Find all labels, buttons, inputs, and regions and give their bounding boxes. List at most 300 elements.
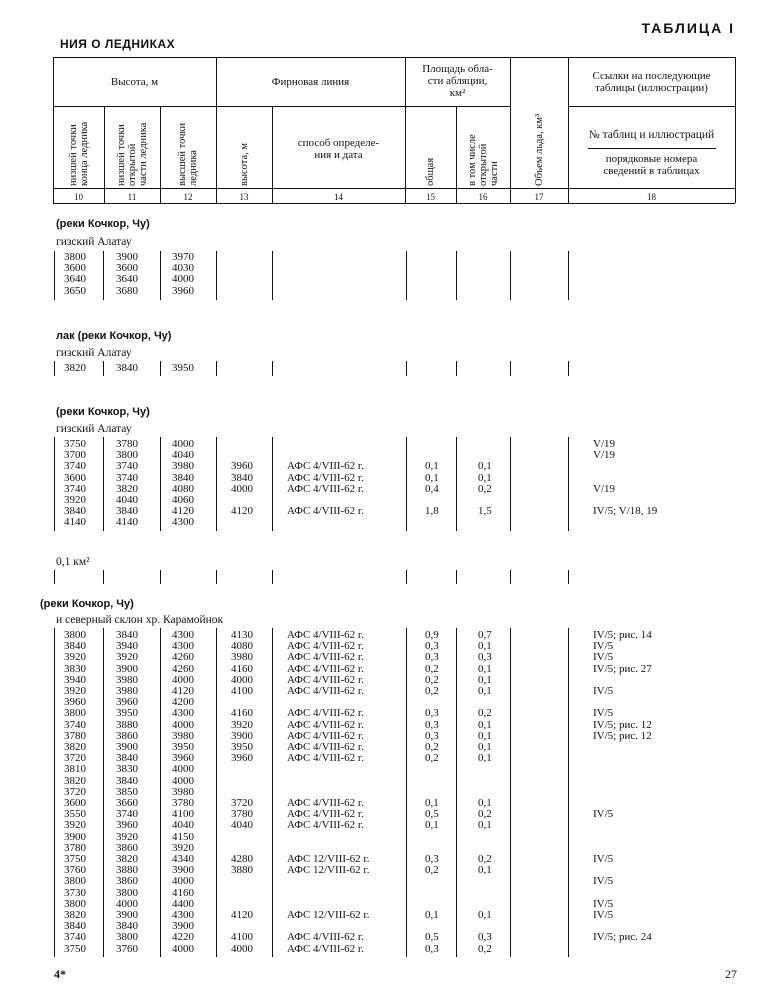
cell-highest: 4160 bbox=[172, 886, 194, 899]
footer-signature: 4* bbox=[54, 967, 66, 981]
column-tick bbox=[272, 437, 273, 531]
column-number: 10 bbox=[74, 192, 83, 202]
cell-lowest-open: 4000 bbox=[116, 897, 138, 910]
cell-refs: IV/5; рис. 12 bbox=[593, 718, 652, 731]
cell-area-open: 0,3 bbox=[478, 931, 492, 944]
header-col-rule bbox=[510, 57, 511, 203]
header-col-rule bbox=[104, 106, 105, 203]
cell-lowest-open: 3960 bbox=[116, 696, 138, 709]
firn-group-rule bbox=[216, 106, 405, 107]
cell-highest: 4030 bbox=[172, 262, 194, 275]
cell-lowest-end: 3800 bbox=[64, 897, 86, 910]
cell-method: АФС 4/VIII-62 г. bbox=[287, 651, 364, 664]
cell-highest: 4040 bbox=[172, 819, 194, 832]
section-title: (реки Кочкор, Чу) bbox=[56, 218, 150, 230]
cell-area-open: 0,1 bbox=[478, 640, 492, 653]
cell-area-open: 0,1 bbox=[478, 471, 492, 484]
cell-area-open: 0,2 bbox=[478, 942, 492, 955]
cell-lowest-open: 3920 bbox=[116, 651, 138, 664]
column-tick bbox=[406, 361, 407, 376]
cell-lowest-open: 3680 bbox=[116, 284, 138, 297]
section-subtitle: и северный склон хр. Карамойнок bbox=[56, 614, 224, 626]
column-tick bbox=[54, 437, 55, 531]
cell-lowest-open: 3760 bbox=[116, 942, 138, 955]
cell-refs: IV/5 bbox=[593, 897, 614, 910]
cell-lowest-open: 3880 bbox=[116, 864, 138, 877]
cell-highest: 3950 bbox=[172, 362, 194, 374]
column-tick bbox=[568, 570, 569, 584]
cell-refs: IV/5 bbox=[593, 651, 614, 664]
cell-lowest-end: 3740 bbox=[64, 718, 86, 731]
cell-refs: V/19 bbox=[593, 438, 615, 450]
firn-height-header: высота, м bbox=[238, 142, 250, 186]
cell-method: АФС 4/VIII-62 г. bbox=[287, 931, 364, 944]
page-header: ТАБЛИЦА I bbox=[641, 20, 735, 36]
cell-lowest-open: 3600 bbox=[116, 262, 138, 275]
cell-firn-height: 4130 bbox=[231, 629, 253, 641]
cell-lowest-open: 3800 bbox=[116, 449, 138, 462]
cell-lowest-end: 3650 bbox=[64, 284, 86, 297]
cell-refs: IV/5 bbox=[593, 707, 614, 720]
cell-method: АФС 12/VIII-62 г. bbox=[287, 853, 370, 865]
cell-lowest-open: 3850 bbox=[116, 785, 138, 798]
cell-lowest-end: 3740 bbox=[64, 931, 86, 944]
ablation-area-header: Площадь обла- сти абляции, км² bbox=[422, 63, 493, 99]
cell-lowest-end: 3640 bbox=[64, 273, 86, 286]
cell-area-total: 0,1 bbox=[425, 471, 439, 484]
cell-firn-height: 4280 bbox=[231, 853, 253, 865]
cell-lowest-end: 3810 bbox=[64, 763, 86, 776]
column-tick bbox=[103, 570, 104, 584]
cell-area-total: 0,1 bbox=[425, 819, 439, 832]
cell-highest: 3900 bbox=[172, 864, 194, 877]
cell-lowest-end: 4140 bbox=[64, 516, 86, 529]
column-number: 18 bbox=[647, 192, 656, 202]
height-group-rule bbox=[53, 106, 216, 107]
section-subtitle: гизский Алатау bbox=[56, 347, 132, 359]
ice-volume-header: Объем льда, км³ bbox=[533, 113, 545, 186]
cell-highest: 3980 bbox=[172, 460, 194, 473]
column-number: 15 bbox=[426, 192, 435, 202]
column-tick bbox=[568, 628, 569, 957]
cell-highest: 4060 bbox=[172, 494, 194, 506]
section-title: лак (реки Кочкор, Чу) bbox=[56, 330, 172, 342]
cell-highest: 3780 bbox=[172, 797, 194, 809]
cell-lowest-open: 3800 bbox=[116, 886, 138, 899]
cell-lowest-open: 3840 bbox=[116, 774, 138, 787]
cell-highest: 3970 bbox=[172, 251, 194, 263]
cell-area-total: 0,3 bbox=[425, 651, 439, 664]
cell-area-total: 0,3 bbox=[425, 718, 439, 731]
column-tick bbox=[216, 437, 217, 531]
cell-area-open: 0,1 bbox=[478, 797, 492, 809]
cell-lowest-open: 3980 bbox=[116, 685, 138, 697]
cell-lowest-open: 3820 bbox=[116, 853, 138, 865]
cell-highest: 4300 bbox=[172, 629, 194, 641]
cell-firn-height: 3950 bbox=[231, 741, 253, 753]
cell-area-total: 0,2 bbox=[425, 685, 439, 697]
refs-split-rule bbox=[588, 148, 716, 149]
cell-lowest-open: 3940 bbox=[116, 640, 138, 653]
cell-area-open: 0,1 bbox=[478, 864, 492, 877]
column-number: 14 bbox=[334, 192, 343, 202]
cell-method: АФС 4/VIII-62 г. bbox=[287, 629, 364, 641]
cell-lowest-open: 3840 bbox=[116, 920, 138, 933]
cell-firn-height: 4100 bbox=[231, 931, 253, 944]
cell-lowest-end: 3820 bbox=[64, 909, 86, 921]
cell-lowest-end: 3730 bbox=[64, 886, 86, 899]
column-number: 17 bbox=[534, 192, 544, 202]
cell-method: АФС 12/VIII-62 г. bbox=[287, 864, 370, 877]
cell-lowest-end: 3920 bbox=[64, 494, 86, 506]
cell-area-open: 0,1 bbox=[478, 909, 492, 921]
cell-area-total: 0,3 bbox=[425, 942, 439, 955]
column-number: 11 bbox=[127, 192, 137, 202]
cell-method: АФС 12/VIII-62 г. bbox=[287, 909, 370, 921]
cell-highest: 4120 bbox=[172, 505, 194, 518]
cell-firn-height: 3880 bbox=[231, 864, 253, 877]
cell-area-open: 0,1 bbox=[478, 819, 492, 832]
cell-highest: 4340 bbox=[172, 853, 194, 865]
cell-highest: 4300 bbox=[172, 640, 194, 653]
cell-lowest-open: 3920 bbox=[116, 830, 138, 843]
cell-method: АФС 4/VIII-62 г. bbox=[287, 819, 364, 832]
cell-lowest-open: 3880 bbox=[116, 718, 138, 731]
column-number: 13 bbox=[239, 192, 249, 202]
header-col-rule bbox=[735, 57, 736, 203]
cell-refs: IV/5; V/18, 19 bbox=[593, 505, 658, 518]
section-title: (реки Кочкор, Чу) bbox=[40, 598, 134, 610]
section-title: (реки Кочкор, Чу) bbox=[56, 406, 150, 418]
header-col-rule bbox=[456, 106, 457, 203]
cell-highest: 4080 bbox=[172, 482, 194, 495]
column-tick bbox=[406, 437, 407, 531]
cell-lowest-end: 3920 bbox=[64, 651, 86, 664]
column-tick bbox=[272, 570, 273, 584]
column-tick bbox=[216, 361, 217, 376]
cell-lowest-open: 3740 bbox=[116, 808, 138, 821]
cell-lowest-open: 3780 bbox=[116, 438, 138, 450]
cell-highest: 4260 bbox=[172, 662, 194, 675]
determination-method-header: способ определе- ния и дата bbox=[297, 137, 380, 161]
cell-firn-height: 4040 bbox=[231, 819, 253, 832]
cell-firn-height: 3720 bbox=[231, 797, 253, 809]
column-tick bbox=[54, 251, 55, 300]
cell-firn-height: 4080 bbox=[231, 640, 253, 653]
cell-refs: IV/5 bbox=[593, 640, 614, 653]
page-title: НИЯ О ЛЕДНИКАХ bbox=[60, 37, 176, 51]
cell-area-total: 0,3 bbox=[425, 853, 439, 865]
cell-area-open: 0,1 bbox=[478, 752, 492, 765]
cell-lowest-end: 3780 bbox=[64, 729, 86, 742]
cell-lowest-open: 3960 bbox=[116, 819, 138, 832]
cell-lowest-end: 3750 bbox=[64, 942, 86, 955]
cell-refs: IV/5; рис. 24 bbox=[593, 931, 652, 944]
column-tick bbox=[103, 251, 104, 300]
cell-refs: IV/5 bbox=[593, 875, 614, 888]
column-tick bbox=[406, 570, 407, 584]
cell-lowest-end: 3760 bbox=[64, 864, 86, 877]
cell-area-open: 0,1 bbox=[478, 460, 492, 473]
cell-lowest-end: 3920 bbox=[64, 819, 86, 832]
refs-group-rule bbox=[568, 106, 735, 107]
cell-lowest-end: 3750 bbox=[64, 853, 86, 865]
column-tick bbox=[160, 437, 161, 531]
cell-refs: IV/5 bbox=[593, 853, 614, 865]
column-tick bbox=[456, 437, 457, 531]
cell-firn-height: 4000 bbox=[231, 482, 253, 495]
cell-lowest-end: 3600 bbox=[64, 471, 86, 484]
cell-area-total: 0,2 bbox=[425, 673, 439, 686]
cell-firn-height: 3780 bbox=[231, 808, 253, 821]
column-tick bbox=[568, 361, 569, 376]
cell-firn-height: 3960 bbox=[231, 752, 253, 765]
cell-refs: IV/5 bbox=[593, 909, 614, 921]
cell-highest: 4400 bbox=[172, 897, 194, 910]
cell-area-total: 0,3 bbox=[425, 729, 439, 742]
column-tick bbox=[456, 628, 457, 957]
column-tick bbox=[456, 570, 457, 584]
header-bottom-rule bbox=[53, 203, 735, 204]
cell-area-total: 0,5 bbox=[425, 931, 439, 944]
cell-lowest-open: 3860 bbox=[116, 729, 138, 742]
column-tick bbox=[456, 251, 457, 300]
column-tick bbox=[510, 570, 511, 584]
cell-highest: 4300 bbox=[172, 909, 194, 921]
cell-area-total: 0,2 bbox=[425, 864, 439, 877]
cell-area-open: 0,1 bbox=[478, 741, 492, 753]
cell-method: АФС 4/VIII-62 г. bbox=[287, 797, 364, 809]
cell-lowest-open: 3900 bbox=[116, 909, 138, 921]
cell-highest: 4150 bbox=[172, 830, 194, 843]
cell-lowest-end: 3830 bbox=[64, 662, 86, 675]
cell-method: АФС 4/VIII-62 г. bbox=[287, 673, 364, 686]
cell-lowest-open: 3640 bbox=[116, 273, 138, 286]
cell-area-open: 0,1 bbox=[478, 718, 492, 731]
cell-firn-height: 4120 bbox=[231, 909, 253, 921]
column-tick bbox=[568, 251, 569, 300]
cell-lowest-open: 4040 bbox=[116, 494, 138, 506]
cell-lowest-open: 3840 bbox=[116, 752, 138, 765]
cell-highest: 4000 bbox=[172, 718, 194, 731]
cell-highest: 4120 bbox=[172, 685, 194, 697]
cell-area-total: 0,1 bbox=[425, 909, 439, 921]
cell-highest: 4100 bbox=[172, 808, 194, 821]
cell-firn-height: 3980 bbox=[231, 651, 253, 664]
cell-lowest-end: 3600 bbox=[64, 262, 86, 275]
cell-area-open: 0,1 bbox=[478, 685, 492, 697]
cell-method: АФС 4/VIII-62 г. bbox=[287, 741, 364, 753]
cell-highest: 4300 bbox=[172, 516, 194, 529]
cell-area-total: 0,2 bbox=[425, 752, 439, 765]
cell-highest: 4300 bbox=[172, 707, 194, 720]
column-tick bbox=[456, 361, 457, 376]
column-tick bbox=[568, 437, 569, 531]
cell-lowest-end: 3900 bbox=[64, 830, 86, 843]
cell-method: АФС 4/VIII-62 г. bbox=[287, 707, 364, 720]
cell-highest: 3900 bbox=[172, 920, 194, 933]
column-tick bbox=[216, 628, 217, 957]
area-total-header: общая bbox=[424, 157, 436, 186]
column-tick bbox=[103, 437, 104, 531]
cell-method: АФС 4/VIII-62 г. bbox=[287, 808, 364, 821]
cell-method: АФС 4/VIII-62 г. bbox=[287, 729, 364, 742]
cell-method: АФС 4/VIII-62 г. bbox=[287, 685, 364, 697]
cell-lowest-end: 3840 bbox=[64, 640, 86, 653]
cell-refs: V/19 bbox=[593, 482, 615, 495]
firn-line-header: Фирновая линия bbox=[271, 76, 350, 88]
cell-lowest-end: 3750 bbox=[64, 438, 86, 450]
cell-highest: 4000 bbox=[172, 673, 194, 686]
column-tick bbox=[272, 628, 273, 957]
column-tick bbox=[103, 628, 104, 957]
cell-lowest-open: 3860 bbox=[116, 841, 138, 854]
height-group-header: Высота, м bbox=[110, 76, 159, 88]
cell-method: АФС 4/VIII-62 г. bbox=[287, 640, 364, 653]
header-top-rule bbox=[53, 57, 735, 58]
cell-area-open: 0,2 bbox=[478, 707, 492, 720]
cell-lowest-open: 3740 bbox=[116, 471, 138, 484]
cell-highest: 4040 bbox=[172, 449, 194, 462]
area-group-rule bbox=[405, 106, 510, 107]
cell-highest: 4220 bbox=[172, 931, 194, 944]
cell-lowest-open: 3900 bbox=[116, 251, 138, 263]
column-tick bbox=[160, 361, 161, 376]
cell-lowest-open: 3840 bbox=[116, 629, 138, 641]
cell-lowest-end: 3840 bbox=[64, 505, 86, 518]
cell-refs: IV/5; рис. 14 bbox=[593, 629, 652, 641]
cell-highest: 3950 bbox=[172, 741, 194, 753]
page-number: 27 bbox=[725, 967, 737, 981]
cell-lowest-end: 3720 bbox=[64, 752, 86, 765]
cell-lowest-open: 3830 bbox=[116, 763, 138, 776]
cell-lowest-open: 3820 bbox=[116, 482, 138, 495]
cell-method: АФС 4/VIII-62 г. bbox=[287, 942, 364, 955]
cell-refs: IV/5; рис. 27 bbox=[593, 662, 652, 675]
cell-highest: 3980 bbox=[172, 785, 194, 798]
cell-lowest-end: 3800 bbox=[64, 629, 86, 641]
cell-lowest-open: 3980 bbox=[116, 673, 138, 686]
highest-point-header: высшей точки ледника bbox=[177, 122, 199, 186]
cell-area-total: 1,8 bbox=[425, 505, 439, 518]
cell-area-open: 0,2 bbox=[478, 853, 492, 865]
lowest-point-header: низшей точки конца ледника bbox=[68, 121, 90, 186]
cell-lowest-end: 3820 bbox=[64, 774, 86, 787]
cell-method: АФС 4/VIII-62 г. bbox=[287, 662, 364, 675]
cell-firn-height: 4160 bbox=[231, 707, 253, 720]
cell-firn-height: 4120 bbox=[231, 505, 253, 518]
cell-highest: 3840 bbox=[172, 471, 194, 484]
cell-lowest-open: 3840 bbox=[116, 505, 138, 518]
cell-refs: IV/5 bbox=[593, 808, 614, 821]
column-tick bbox=[54, 570, 55, 584]
cell-area-open: 0,2 bbox=[478, 808, 492, 821]
cell-area-open: 0,1 bbox=[478, 729, 492, 742]
cell-lowest-end: 3960 bbox=[64, 696, 86, 709]
column-tick bbox=[272, 251, 273, 300]
cell-firn-height: 3960 bbox=[231, 460, 253, 473]
cell-highest: 3960 bbox=[172, 284, 194, 297]
cell-lowest-end: 3820 bbox=[64, 741, 86, 753]
column-number: 16 bbox=[478, 192, 488, 202]
cell-area-open: 0,2 bbox=[478, 482, 492, 495]
cell-area-total: 0,2 bbox=[425, 741, 439, 753]
cell-lowest-end: 3800 bbox=[64, 251, 86, 263]
cell-area-total: 0,5 bbox=[425, 808, 439, 821]
cell-firn-height: 3900 bbox=[231, 729, 253, 742]
cell-method: АФС 4/VIII-62 г. bbox=[287, 752, 364, 765]
column-tick bbox=[406, 628, 407, 957]
cell-method: АФС 4/VIII-62 г. bbox=[287, 471, 364, 484]
cell-highest: 4000 bbox=[172, 875, 194, 888]
cell-firn-height: 4000 bbox=[231, 673, 253, 686]
cell-highest: 3920 bbox=[172, 841, 194, 854]
header-number-rule bbox=[53, 188, 735, 189]
cell-lowest-open: 3660 bbox=[116, 797, 138, 809]
column-tick bbox=[160, 570, 161, 584]
cell-lowest-end: 3600 bbox=[64, 797, 86, 809]
cell-highest: 4000 bbox=[172, 763, 194, 776]
references-header: Ссылки на последующие таблицы (иллюстрации) bbox=[592, 70, 711, 94]
cell-highest: 4000 bbox=[172, 774, 194, 787]
cell-lowest-open: 3900 bbox=[116, 662, 138, 675]
cell-lowest-end: 3720 bbox=[64, 785, 86, 798]
cell-refs: IV/5; рис. 12 bbox=[593, 729, 652, 742]
cell-area-total: 0,9 bbox=[425, 629, 439, 641]
cell-lowest-open: 3800 bbox=[116, 931, 138, 944]
cell-lowest-end: 3920 bbox=[64, 685, 86, 697]
cell-area-total: 0,3 bbox=[425, 707, 439, 720]
column-tick bbox=[54, 628, 55, 957]
cell-firn-height: 3920 bbox=[231, 718, 253, 731]
cell-lowest-open: 3950 bbox=[116, 707, 138, 720]
cell-highest: 4000 bbox=[172, 438, 194, 450]
cell-area-total: 0,2 bbox=[425, 662, 439, 675]
section-title: 0,1 км² bbox=[56, 556, 90, 568]
cell-lowest-end: 3740 bbox=[64, 460, 86, 473]
cell-area-open: 0,7 bbox=[478, 629, 492, 641]
cell-lowest-open: 3740 bbox=[116, 460, 138, 473]
cell-area-open: 0,1 bbox=[478, 673, 492, 686]
cell-firn-height: 3840 bbox=[231, 471, 253, 484]
cell-highest: 3980 bbox=[172, 729, 194, 742]
column-number: 12 bbox=[183, 192, 193, 202]
cell-highest: 4000 bbox=[172, 273, 194, 286]
cell-area-open: 1,5 bbox=[478, 505, 492, 518]
section-subtitle: гизский Алатау bbox=[56, 236, 132, 248]
cell-firn-height: 4000 bbox=[231, 942, 253, 955]
cell-lowest-end: 3820 bbox=[64, 362, 86, 374]
column-tick bbox=[103, 361, 104, 376]
cell-lowest-end: 3550 bbox=[64, 808, 86, 821]
cell-method: АФС 4/VIII-62 г. bbox=[287, 482, 364, 495]
cell-area-total: 0,4 bbox=[425, 482, 439, 495]
column-tick bbox=[160, 251, 161, 300]
cell-lowest-end: 3800 bbox=[64, 875, 86, 888]
cell-method: АФС 4/VIII-62 г. bbox=[287, 505, 364, 518]
column-tick bbox=[406, 251, 407, 300]
cell-area-total: 0,3 bbox=[425, 640, 439, 653]
cell-method: АФС 4/VIII-62 г. bbox=[287, 460, 364, 473]
cell-area-open: 0,3 bbox=[478, 651, 492, 664]
column-tick bbox=[54, 361, 55, 376]
cell-lowest-open: 3840 bbox=[116, 362, 138, 374]
cell-method: АФС 4/VIII-62 г. bbox=[287, 718, 364, 731]
column-tick bbox=[160, 628, 161, 957]
column-tick bbox=[272, 361, 273, 376]
cell-lowest-open: 4140 bbox=[116, 516, 138, 529]
cell-area-total: 0,1 bbox=[425, 460, 439, 473]
